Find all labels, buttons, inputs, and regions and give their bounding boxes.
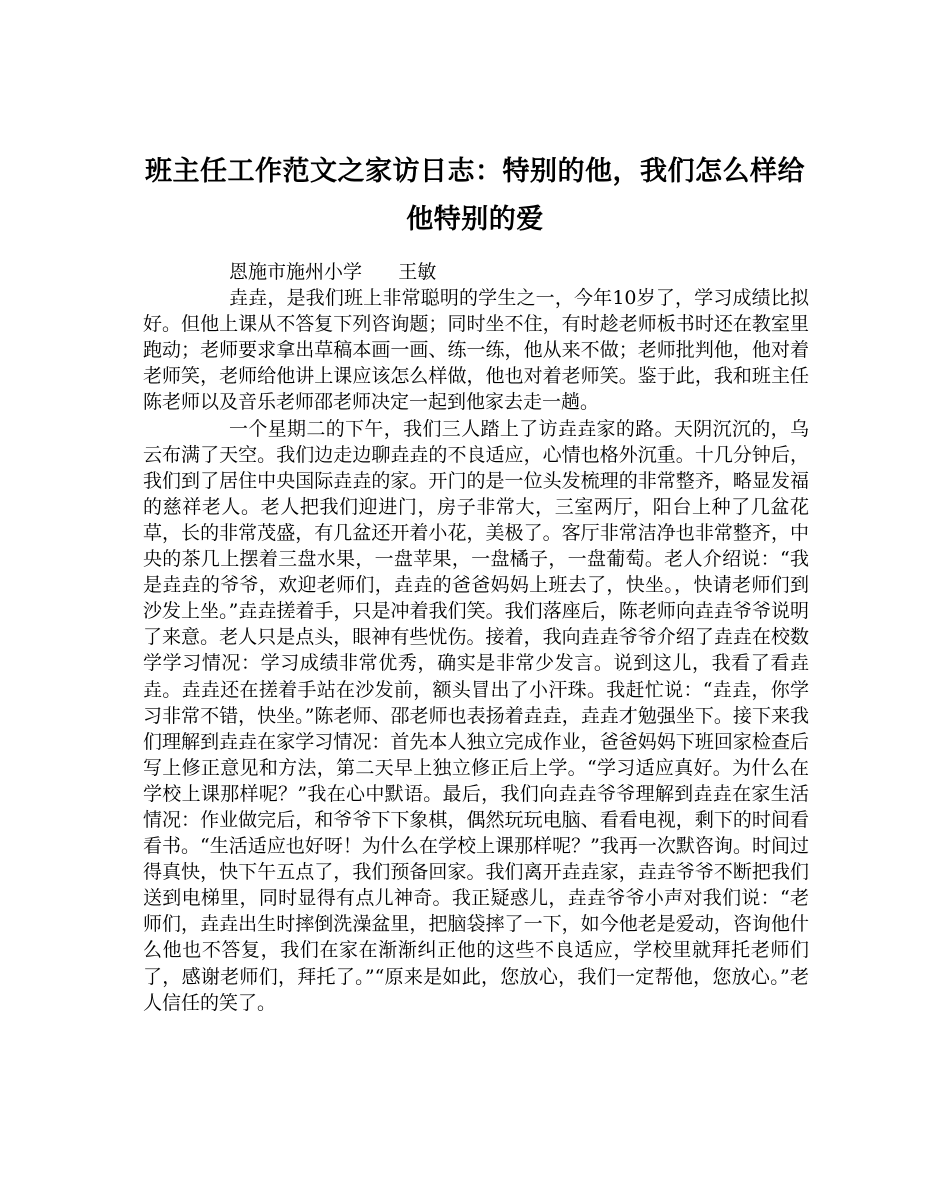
author-byline: 恩施市施州小学 王敏 <box>229 261 437 283</box>
document-body <box>143 259 809 1016</box>
title-line-1: 班主任工作范文之家访日志：特别的他，我们怎么样给 <box>145 156 805 188</box>
paragraph-2: 一个星期二的下午，我们三人踏上了访垚垚家的路。天阴沉沉的，乌云布满了天空。我们边走边聊垚垚的不良适应，心情也格外沉重。十几分钟后，我们到了居住中央国际垚垚的家。开门的是一位头发梳理的非常整齐，略显发福的慈祥老人。老人把我们迎进门，房子非常大，三室两厅，阳台上种了几盆花草，长的非常茂盛，有几盆还开着小花，美极了。客厅非常洁净也非常整齐，中央的茶几上摆着三盘水果，一盘苹果，一盘橘子，一盘葡萄。老人介绍说：“我是垚垚的爷爷，欢迎老师们，垚垚的爸爸妈妈上班去了，快坐。，快请老师们到沙发上坐。”垚垚搓着手，只是冲着我们笑。我们落座后，陈老师向垚垚爷爷说明了来意。老人只是点头，眼神有些忧伤。接着，我向垚垚爷爷介绍了垚垚在校数学学习情况：学习成绩非常优秀，确实是非常少发言。说到这儿，我看了看垚垚。垚垚还在搓着手站在沙发前，额头冒出了小汗珠。我赶忙说：“垚垚，你学习非常不错，快坐。”陈老师、邵老师也表扬着垚垚，垚垚才勉强坐下。接下来我们理解到垚垚在家学习情况：首先本人独立完成作业，爸爸妈妈下班回家检查后写上修正意见和方法，第二天早上独立修正后上学。“学习适应真好。为什么在学校上课那样呢？”我在心中默语。最后，我们向垚垚爷爷理解到垚垚在家生活情况：作业做完后，和爷爷下下象棋，偶然玩玩电脑、看看电视，剩下的时间看看书。“生活适应也好呀！为什么在学校上课那样呢？”我再一次默咨询。时间过得真快，快下午五点了，我们预备回家。我们离开垚垚家，垚垚爷爷不断把我们送到电梯里，同时显得有点儿神奇。我正疑惑儿，垚垚爷爷小声对我们说：“老师们，垚垚出生时摔倒洗澡盆里，把脑袋摔了一下，如今他老是爱动，咨询他什么他也不答复，我们在家在渐渐纠正他的这些不良适应，学校里就拜托老师们了，感谢老师们，拜托了。”“原来是如此，您放心，我们一定帮他，您放心。”老人信任的笑了。 <box>143 417 809 1014</box>
document-title <box>120 148 830 244</box>
title-line-2: 他特别的爱 <box>406 204 544 236</box>
paragraph-1: 垚垚，是我们班上非常聪明的学生之一，今年10岁了，学习成绩比拟好。但他上课从不答复下列咨询题；同时坐不住，有时趁老师板书时还在教室里跑动；老师要求拿出草稿本画一画、练一练，他从来不做；老师批判他，他对着老师笑，老师给他讲上课应该怎么样做，他也对着老师笑。鉴于此，我和班主任陈老师以及音乐老师邵老师决定一起到他家去走一趟。 <box>143 287 809 414</box>
